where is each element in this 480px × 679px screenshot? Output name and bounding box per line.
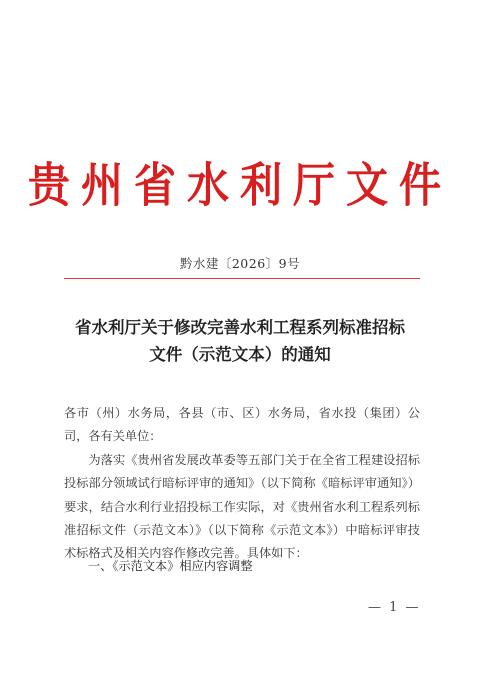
issuer-masthead: 贵州省水利厅文件: [27, 158, 452, 213]
title-line-1: 省水利厅关于修改完善水利工程系列标准招标: [75, 318, 405, 337]
addressee: 各市（州）水务局，各县（市、区）水务局，省水投（集团）公司，各有关单位：: [64, 406, 420, 444]
document-body: [64, 402, 420, 566]
document-number: 黔水建〔2026〕9号: [179, 256, 301, 271]
page-number: — 1 —: [368, 600, 421, 615]
red-separator-line: [64, 278, 420, 279]
paragraph-1: 为落实《贵州省发展改革委等五部门关于在全省工程建设招标投标部分领域试行暗标评审的通知》（以下简称《暗标评审通知》）要求，结合水利行业招投标工作实际，对《贵州省水利工程系列标准招标文件（示范文本）》（以下简称《示范文本》）中暗标评审技术标格式及相关内容作修改完善。具体如下：: [64, 452, 420, 561]
document-title: [40, 314, 440, 368]
section-heading-1: 一、《示范文本》相应内容调整: [88, 559, 253, 573]
title-line-2: 文件（示范文本）的通知: [149, 345, 331, 364]
